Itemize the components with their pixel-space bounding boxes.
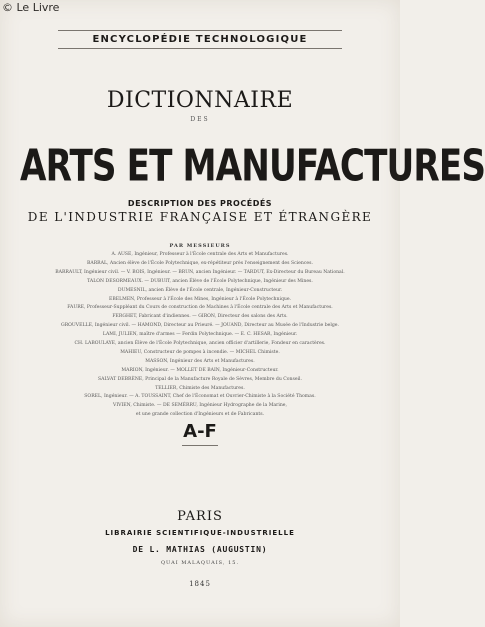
author-line: SOREL, Ingénieur. — A. TOUSSAINT, Chef de l'Économat et Ouvrier-Chimiste à la Société Thomas. bbox=[84, 394, 316, 400]
title-des: DES bbox=[190, 116, 210, 123]
author-line: FAURE, Professeur-Suppléant du Cours de construction de Machines à l'École centrale des Arts et Manufactures. bbox=[67, 305, 333, 311]
author-line: BARRAULT, Ingénieur civil. — V. BOIS, Ingénieur. — BRUN, ancien Ingénieur. — TARDUT, Ex-Directeur du Bureau National. bbox=[55, 269, 345, 275]
imprint-address: QUAI MALAQUAIS, 15. bbox=[160, 560, 240, 566]
series-rule bbox=[58, 48, 342, 49]
author-line: FERGHET, Fabricant d'indiennes. — GIRON, Directeur des salons des Arts. bbox=[112, 314, 288, 320]
imprint-publisher-name: DE L. MATHIAS (AUGUSTIN) bbox=[132, 545, 268, 554]
imprint-publisher: LIBRAIRIE SCIENTIFIQUE-INDUSTRIELLE bbox=[105, 529, 295, 537]
author-line: et une grande collection d'Ingénieurs et de Fabricants. bbox=[135, 412, 265, 418]
author-line: TELLIER, Chimiste des Manufactures. bbox=[155, 385, 245, 391]
watermark: © Le Livre bbox=[2, 1, 60, 14]
author-line: VIVIEN, Chimiste. — DE SEMÉRRU, Ingénieur Hydrographe de la Marine, bbox=[113, 403, 287, 409]
description-line1: DESCRIPTION DES PROCÉDÉS bbox=[127, 199, 273, 208]
author-line: LAMI, JULIEN, maître d'armes — Ferdin Polytechnique. — E. C. HESAR, Ingénieur. bbox=[102, 332, 298, 338]
top-rule bbox=[58, 30, 342, 31]
author-line: GROUVELLE, Ingénieur civil. — HAMOND, Directeur au Prieuré. — JOUAND, Directeur au Musée de l'Industrie belge. bbox=[61, 323, 339, 329]
author-line: EBELMEN, Professeur à l'École des Mines, Ingénieur à l'École Polytechnique. bbox=[108, 296, 292, 302]
title-dictionnaire: DICTIONNAIRE bbox=[106, 88, 294, 113]
volume-label: A-F bbox=[183, 421, 217, 442]
author-line: TALON DESORMEAUX. — DUBUIT, ancien Élève de l'École Polytechnique, Ingénieur des Mines. bbox=[87, 278, 313, 284]
author-line: BARRAL, Ancien élève de l'École Polytechnique, ex-répétiteur près l'enseignement des Sciences. bbox=[87, 260, 313, 266]
authors-intro: PAR MESSIEURS bbox=[169, 243, 231, 249]
title-main: ARTS ET MANUFACTURES bbox=[20, 140, 485, 191]
author-line: SALVAT DEBRÈNE, Principal de la Manufacture Royale de Sèvres, Membre du Conseil. bbox=[98, 376, 302, 382]
author-line: CH. LABOULAYE, ancien Élève de l'École Polytechnique, ancien officier d'artillerie, Fondeur en caractères. bbox=[74, 341, 326, 346]
author-line: MAHIEU, Constructeur de pompes à incendie. — MICHEL Chimiste. bbox=[120, 349, 280, 355]
author-line: DUMESNIL, ancien Élève de l'École centrale, Ingénieur-Constructeur. bbox=[117, 287, 283, 293]
series-title: ENCYCLOPÉDIE TECHNOLOGIQUE bbox=[92, 34, 308, 45]
author-line: MARION, Ingénieur. — MOLLET DE BAIN, Ingénieur-Constructeur. bbox=[121, 367, 279, 373]
volume-rule bbox=[182, 445, 218, 446]
imprint-year: 1845 bbox=[189, 580, 211, 588]
imprint-city: PARIS bbox=[177, 509, 223, 524]
author-line: MASSON, Ingénieur des Arts et Manufactures. bbox=[145, 358, 255, 364]
author-line: A. AUSE, Ingénieur, Professeur à l'École centrale des Arts et Manufactures. bbox=[111, 252, 289, 257]
description-line2: DE L'INDUSTRIE FRANÇAISE ET ÉTRANGÈRE bbox=[27, 210, 373, 224]
